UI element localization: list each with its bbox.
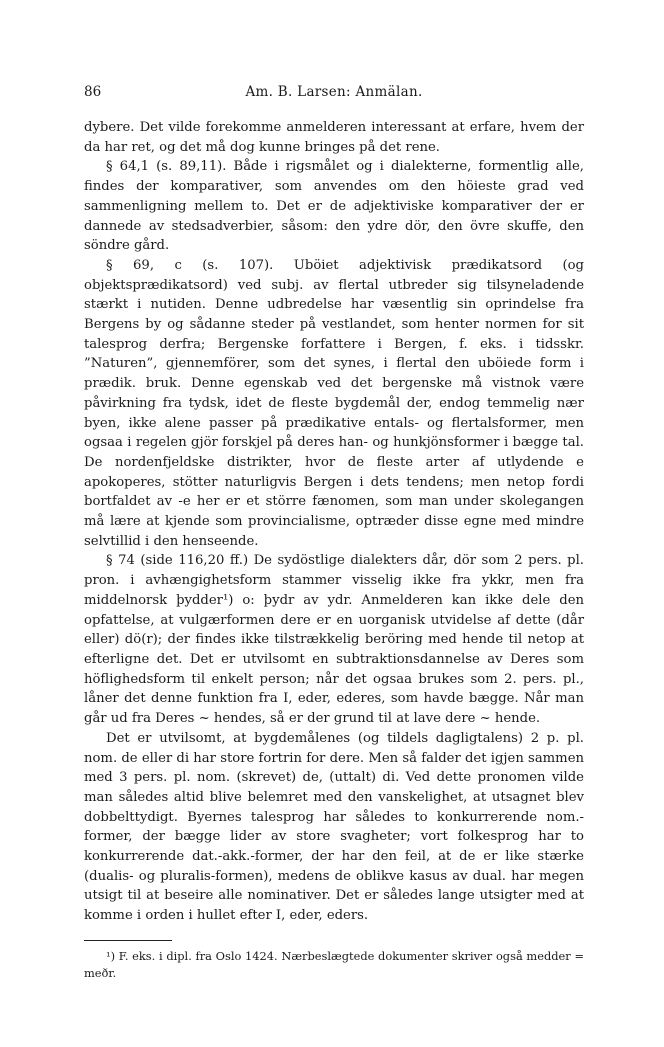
paragraph-pronoun-discussion: Det er utvilsomt, at bygdemålenes (og tildels dagligtalens) 2 p. pl. nom. de eller di har store fortrin for dere. Men så falder det igjen sammen med 3 pers. pl. nom. (skrevet) de, (uttalt) di. Ved dette pronomen vilde man således altid blive belemret med den vanskelighet, at utsagnet blev dobbelttydigt. Byernes talesprog har således to konkurrerende nom.-former, der bægge lider av store svagheter; vort folkesprog har to konkurrerende dat.-akk.-former, der har den feil, at de er like stærke (dualis- og pluralis-formen), medens de oblikve kasus av dual. har megen utsigt til at beseire alle nominativer. Det er således lange utsigter med at komme i orden i hullet efter I, eder, eders. — [84, 730, 584, 924]
running-title: Am. B. Larsen: Anmälan. — [245, 84, 423, 100]
page-number: 86 — [84, 84, 102, 100]
paragraph-section-74: § 74 (side 116,20 ff.) De sydöstlige dialekters dår, dör som 2 pers. pl. pron. i avhængighetsform stammer visselig ikke fra ykkr, men fra middelnorsk þydder¹) o: þydr av ydr. Anmelderen kan ikke dele den opfattelse, at vulgærformen dere er en uorganisk utvidelse af dette (dår eller) dö(r); der findes ikke tilstrækkelig beröring med hende til netop at efterligne det. Det er utvilsomt en subtraktionsdannelse av Deres som höflighedsform til enkelt person; når det ogsaa brukes som 2. pers. pl., låner det denne funktion fra I, eder, ederes, som havde bægge. Når man går ud fra Deres ~ hendes, så er der grund til at lave dere ~ hende. — [84, 553, 584, 727]
paragraph-section-64: § 64,1 (s. 89,11). Både i rigsmålet og i dialekterne, formentlig alle, findes der komparativer, som anvendes om den höieste grad ved sammenligning mellem to. Det er de adjektiviske komparativer der er dannede av stedsadverbier, såsom: den ydre dör, den övre skuffe, den söndre gård. — [84, 159, 584, 254]
paragraph-continuation: dybere. Det vilde forekomme anmelderen interessant at erfare, hvem der da har ret, og det må dog kunne bringes på det rene. — [84, 120, 584, 155]
footnote: ¹) F. eks. i dipl. fra Oslo 1424. Nærbeslægtede dokumenter skriver også medder = meðr. — [84, 948, 584, 980]
running-head — [84, 84, 584, 108]
page-body — [84, 118, 584, 926]
book-page — [84, 84, 584, 982]
footnote-rule — [84, 940, 172, 941]
paragraph-section-69: § 69, c (s. 107). Uböiet adjektivisk prædikatsord (og objektsprædikatsord) ved subj. av flertal utbreder sig tilsyneladende stærkt i nutiden. Denne udbredelse har væsentlig sin oprindelse fra Bergens by og sådanne steder på vestlandet, som henter normen for sit talesprog derfra; Bergenske forfattere i Bergen, f. eks. i tidsskr. ”Naturen”, gjennemförer, som det synes, i flertal den uböiede form i prædik. bruk. Denne egenskab ved det bergenske må vistnok være påvirkning fra tydsk, idet de fleste bygdemål der, endog temmelig nær byen, ikke alene passer på prædikative entals- og flertalsformer, men ogsaa i regelen gjör forskjel på deres han- og hunkjönsformer i bægge tal. De nordenfjeldske distrikter, hvor de fleste arter af utlydende e apokoperes, stötter naturligvis Bergen i dets tendens; men netop fordi bortfaldet av -e her er et större fænomen, som man under skolegangen må lære at kjende som provincialisme, optræder disse egne med mindre selvtillid i den henseende. — [84, 257, 584, 549]
